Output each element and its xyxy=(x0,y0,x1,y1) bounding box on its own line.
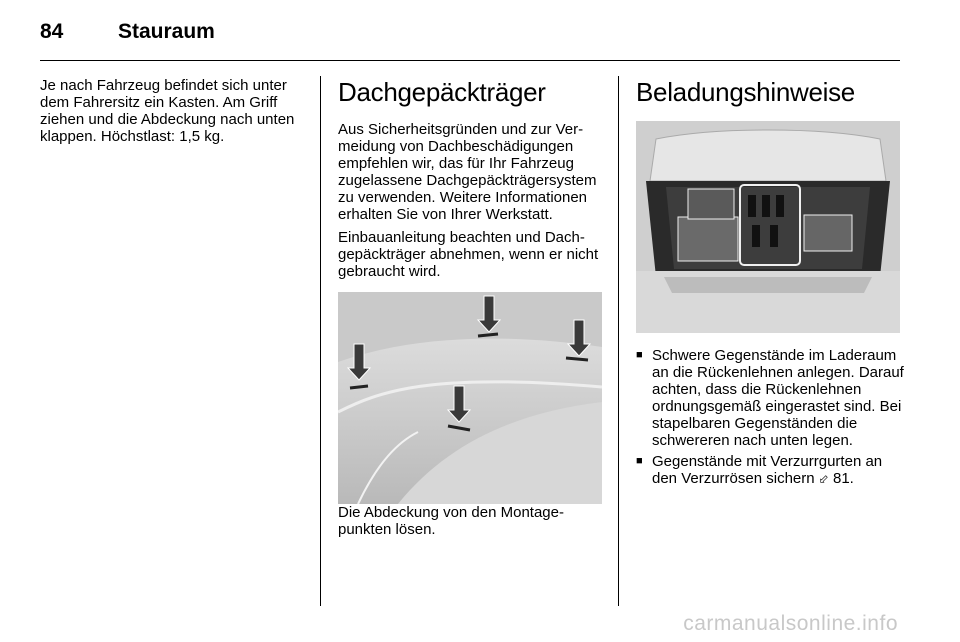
roof-rack-paragraph-2: Einbauanleitung beachten und Dachgepäckträger abnehmen, wenn er nicht gebraucht wird. xyxy=(338,229,599,280)
seat-box-paragraph: Je nach Fahrzeug befindet sich unter dem Fahrersitz ein Kasten. Am Griff ziehen und die Abdeckung nach unten klappen. Höchstlast: 1,5 kg. xyxy=(40,77,295,145)
roof-mounting-figure xyxy=(338,292,604,504)
list-item: ■ Schwere Gegenstände im Laderaum an die Rückenlehnen anlegen. Darauf achten, dass die Rückenlehnen ordnungsgemäß eingerastet sind. Bei stapelbaren Gegenständen die schwereren nach unten legen. xyxy=(636,347,904,449)
header-rule xyxy=(40,60,900,61)
loading-heading: Beladungshinweise xyxy=(636,77,855,107)
figure-caption: Die Abdeckung von den Montagepunkten lösen. xyxy=(338,504,564,538)
mount-point xyxy=(350,386,368,388)
list-item: ■ Gegenstände mit Verzurrgurten an den Verzurrösen sichern ⬃ 81. xyxy=(636,453,904,488)
column-3 xyxy=(636,77,904,492)
mount-point xyxy=(566,358,588,360)
section-title: Stauraum xyxy=(118,20,215,43)
loading-hints-list xyxy=(636,347,904,488)
column-divider-1 xyxy=(320,76,321,606)
page-header xyxy=(40,20,215,44)
mount-point xyxy=(478,334,498,336)
arrow-reference-icon: ⬃ xyxy=(818,472,829,486)
cargo-area-illustration xyxy=(636,121,900,333)
roof-rack-paragraph-1: Aus Sicherheitsgründen und zur Vermeidung von Dachbeschädigungen empfehlen wir, das für Ihr Fahrzeug zugelassene Dachgepäckträgersystem zu verwenden. Weitere Informationen erhalten Sie von Ihrer Werkstatt. xyxy=(338,121,597,223)
column-divider-2 xyxy=(618,76,619,606)
roof-mounting-illustration xyxy=(338,292,602,504)
watermark: carmanualsonline.info xyxy=(683,612,898,635)
column-2 xyxy=(338,77,604,544)
column-1 xyxy=(40,77,306,151)
page-reference[interactable]: 81. xyxy=(828,470,854,487)
page-number: 84 xyxy=(40,20,64,43)
cargo-area-figure xyxy=(636,121,904,333)
roof-rack-heading: Dachgepäckträger xyxy=(338,77,546,107)
